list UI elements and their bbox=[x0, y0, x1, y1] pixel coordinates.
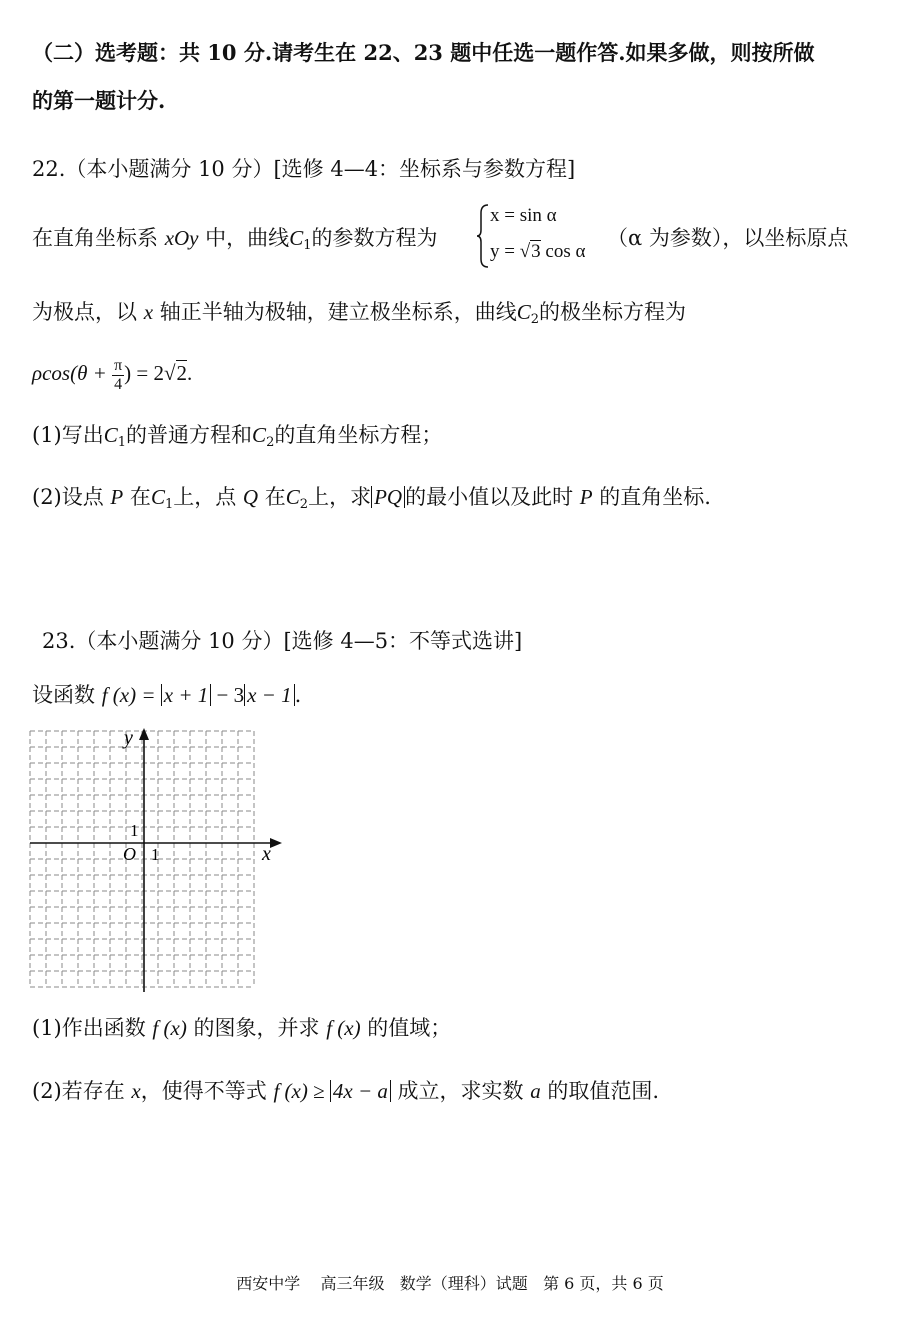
q22-intro-tail: （α 为参数），以坐标原点 bbox=[607, 226, 849, 250]
x-tick-label: 1 bbox=[151, 845, 160, 864]
coordinate-grid bbox=[20, 722, 310, 997]
q22-header: 22.（本小题满分 10 分）[选修 4—4：坐标系与参数方程] bbox=[32, 157, 576, 181]
y-tick-label: 1 bbox=[130, 821, 139, 840]
q22-intro: 在直角坐标系 xOy 中，曲线$C_1$的参数方程为 bbox=[32, 226, 438, 253]
q22-line2: 为极点，以 x 轴正半轴为极轴，建立极坐标系，曲线$C_2$的极坐标方程为 bbox=[32, 300, 686, 327]
q22-part1: (1)写出$C_1$的普通方程和$C_2$的直角坐标方程； bbox=[32, 423, 443, 450]
y-axis-label: y bbox=[124, 727, 133, 749]
q22-part2: (2)设点 P 在$C_1$上，点 Q 在$C_2$上，求 PQ 的最小值以及此时 P 的直角坐标. bbox=[32, 485, 711, 512]
instruction-line-2: 的第一题计分. bbox=[32, 88, 166, 113]
q23-function: 设函数 f (x) = x + 1 − 3 x − 1 . bbox=[32, 683, 302, 707]
param-system bbox=[476, 203, 616, 269]
grid-lines bbox=[30, 731, 254, 987]
param-y: y = √3 cos α bbox=[490, 241, 586, 262]
q23-header: 23.（本小题满分 10 分）[选修 4—5：不等式选讲] bbox=[42, 629, 523, 653]
q23-part2: (2)若存在 x，使得不等式 f (x) ≥ 4x − a 成立，求实数 a 的取值范围. bbox=[32, 1079, 660, 1103]
brace-icon bbox=[476, 204, 490, 268]
instruction-line-1: （二）选考题：共 10 分.请考生在 22、23 题中任选一题作答.如果多做，则按所做 bbox=[32, 40, 815, 65]
x-axis-arrow-icon bbox=[270, 838, 282, 848]
x-axis-label: x bbox=[262, 843, 271, 865]
param-x: x = sin α bbox=[490, 205, 557, 226]
y-axis-arrow-icon bbox=[139, 728, 149, 740]
q22-polar-eq: ρcos(θ + $\frac{\pi}{4}$ ) = 2√2. bbox=[32, 357, 193, 393]
origin-label: O bbox=[123, 844, 136, 864]
page-footer: 西安中学 高三年级 数学（理科）试题 第 6 页，共 6 页 bbox=[236, 1274, 664, 1293]
q23-part1: (1)作出函数 f (x) 的图象，并求 f (x) 的值域； bbox=[32, 1016, 452, 1040]
